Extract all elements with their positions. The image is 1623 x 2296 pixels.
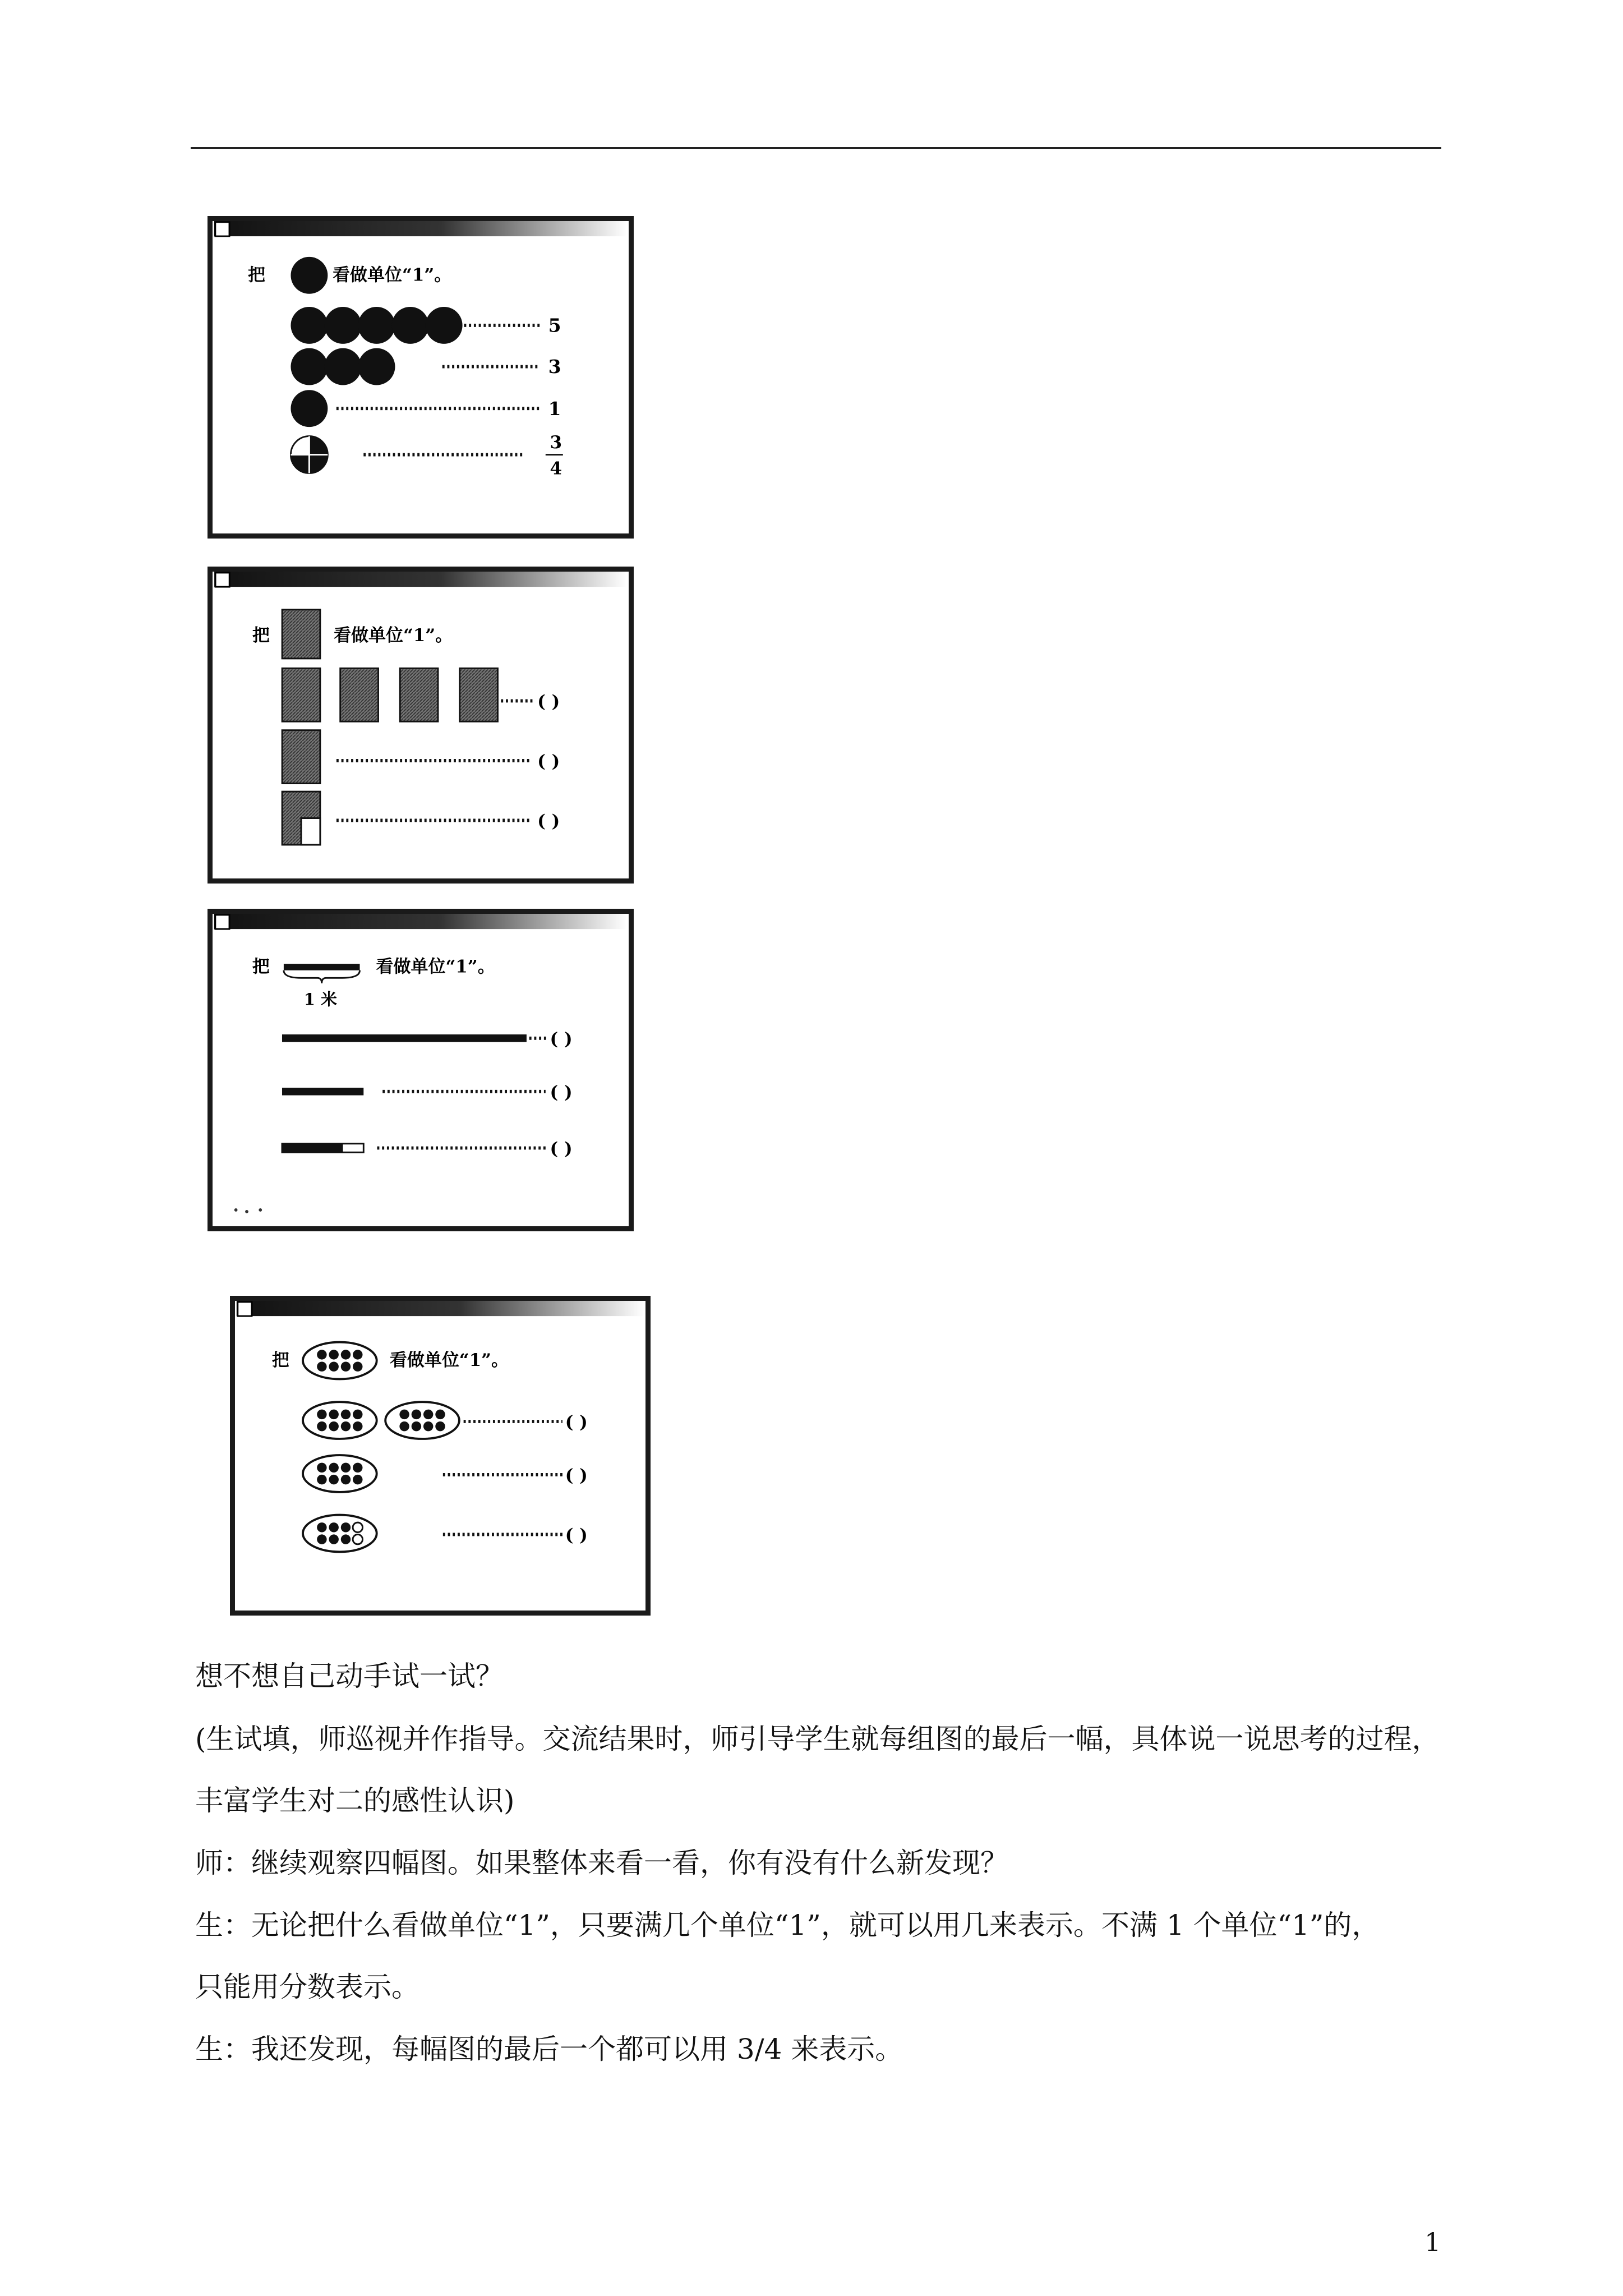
unit-dot-group (303, 1342, 377, 1379)
brace-label: 1 米 (303, 990, 338, 1009)
answer-blank: ( ) (537, 811, 560, 832)
answer-blank: ( ) (565, 1465, 588, 1486)
corner-icon (215, 573, 229, 587)
figure-dot-groups (230, 1296, 651, 1616)
heading-suffix: 看做单位“1”。 (333, 265, 452, 286)
row-1-circle (291, 390, 540, 427)
answer-blank: ( ) (537, 751, 560, 772)
heading-suffix: 看做单位“1”。 (376, 956, 495, 977)
fraction-denominator: 4 (550, 458, 562, 479)
unit-circle (291, 257, 328, 294)
row-4-squares (282, 668, 534, 721)
answer-blank: ( ) (550, 1139, 573, 1159)
header-rule (191, 147, 1441, 149)
corner-icon (215, 915, 229, 929)
corner-icon (215, 222, 229, 236)
paragraph-teacher-question: 师：继续观察四幅图。如果整体来看一看，你有没有什么新发现？ (195, 1847, 1008, 1879)
figure-segments (208, 909, 634, 1231)
row-three-quarter-segment (282, 1144, 546, 1152)
answer-blank: ( ) (565, 1525, 588, 1546)
row-three-quarter-circle (291, 436, 524, 473)
answer-blank: ( ) (550, 1029, 573, 1050)
answer-blank: ( ) (565, 1412, 588, 1433)
row-5-circles (291, 307, 540, 344)
row-unit-segment (282, 1088, 546, 1096)
row-label: 1 (548, 397, 561, 420)
heading-suffix: 看做单位“1”。 (334, 625, 453, 646)
figure-squares (208, 567, 634, 884)
row-label: 5 (548, 314, 561, 337)
title-bar (237, 1301, 644, 1316)
paragraph-try-it: 想不想自己动手试一试？ (195, 1660, 504, 1692)
row-2-groups (303, 1402, 562, 1439)
figure-segments-drawing (213, 914, 629, 1226)
figure-circles (208, 216, 634, 539)
fraction-numerator: 3 (550, 432, 562, 453)
unit-square (282, 610, 320, 659)
paragraph-instruction-line2: 丰富学生对二的感性认识) (195, 1784, 515, 1817)
figure-dot-groups-drawing (235, 1301, 645, 1611)
heading-prefix: 把 (271, 1350, 289, 1371)
row-long-segment (282, 1034, 547, 1042)
title-bar (214, 221, 627, 236)
heading-prefix: 把 (252, 956, 270, 977)
row-1-group (303, 1455, 562, 1492)
paragraph-student-answer-line2: 只能用分数表示。 (195, 1971, 419, 2003)
title-bar (214, 572, 627, 587)
page-number: 1 (1424, 2227, 1441, 2257)
answer-blank: ( ) (550, 1082, 573, 1103)
row-three-quarter-square (282, 792, 532, 845)
row-label: 3 (548, 356, 561, 378)
paragraph-student-discovery: 生：我还发现，每幅图的最后一个都可以用 3/4 来表示。 (195, 2033, 903, 2065)
row-three-quarter-group (303, 1515, 562, 1552)
title-bar (214, 914, 627, 929)
unit-segment-with-brace (284, 964, 360, 983)
paragraph-student-answer-line1: 生：无论把什么看做单位“1”，只要满几个单位“1”，就可以用几来表示。不满 1 个单位“1”的， (195, 1909, 1380, 1941)
heading-suffix: 看做单位“1”。 (389, 1350, 509, 1371)
figure-circles-drawing (213, 221, 629, 533)
paragraph-instruction-line1: (生试填，师巡视并作指导。交流结果时，师引导学生就每组图的最后一幅，具体说一说思考的过程， (195, 1723, 1440, 1755)
row-3-circles (291, 348, 540, 385)
heading-prefix: 把 (252, 625, 270, 646)
corner-icon (238, 1302, 252, 1316)
figure-squares-drawing (213, 572, 629, 878)
answer-blank: ( ) (537, 692, 560, 712)
bottom-specks (234, 1208, 262, 1213)
heading-prefix: 把 (247, 265, 265, 286)
row-1-square (282, 730, 532, 784)
